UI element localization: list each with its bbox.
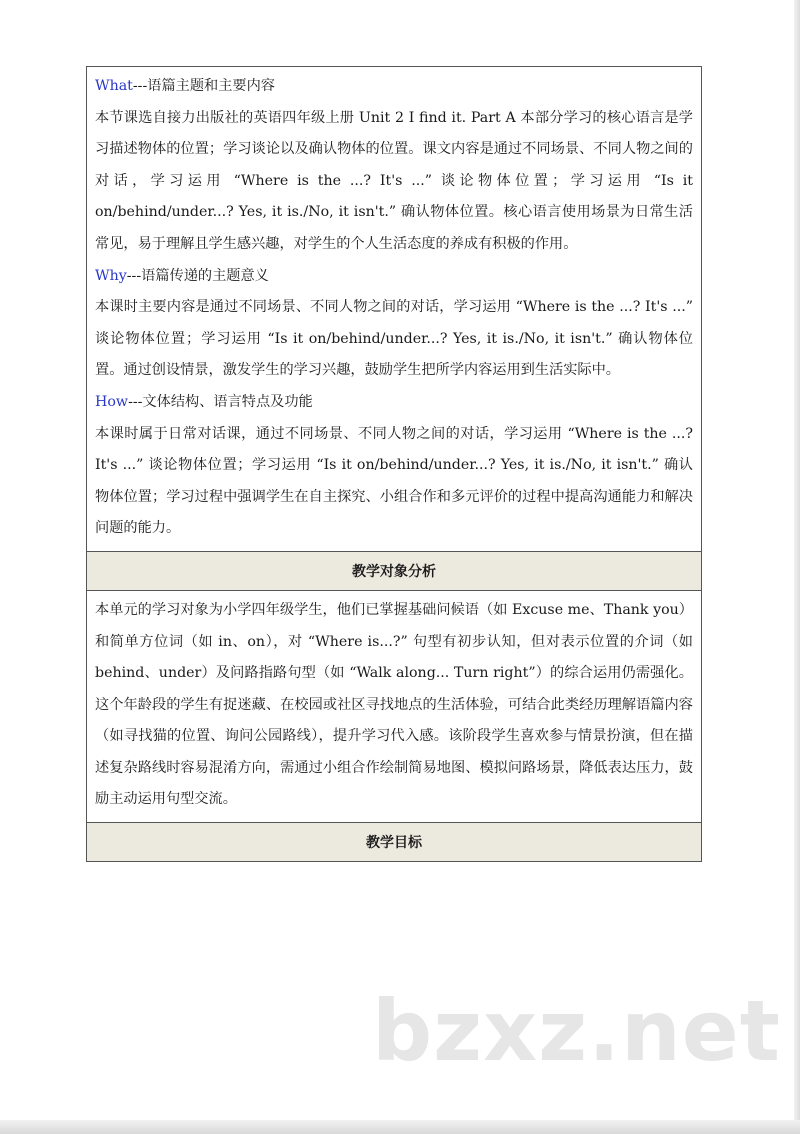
how-title: ---文体结构、语言特点及功能 bbox=[128, 393, 313, 410]
why-keyword: Why bbox=[95, 267, 127, 284]
page-edge bbox=[794, 0, 800, 1134]
learners-header-row bbox=[87, 551, 702, 590]
what-body: 本节课选自接力出版社的英语四年级上册 Unit 2 I find it. Part A 本部分学习的核心语言是学习描述物体的位置；学习谈论以及确认物体的位置。课文内容是通过不同场景、不同人物之间的对话，学习运用 “Where is the ...? It's ...” 谈论物体位置；学习运用 “Is it on/behind/under...? Yes, it is./No, it isn't.” 确认物体位置。核心语言使用场景为日常生活常见，易于理解且学生感兴趣，对学生的个人生活态度的养成有积极的作用。 bbox=[95, 109, 693, 252]
what-title: ---语篇主题和主要内容 bbox=[132, 78, 275, 94]
learners-header: 教学对象分析 bbox=[87, 551, 702, 590]
text-analysis-cell bbox=[87, 67, 702, 552]
why-body: 本课时主要内容是通过不同场景、不同人物之间的对话，学习运用 “Where is the ...? It's ...” 谈论物体位置；学习运用 “Is it on/behind/under...? Yes, it is./No, it isn't.” 确认物体位置。通过创设情景，激发学生的学习兴趣，鼓励学生把所学内容运用到生活实际中。 bbox=[95, 299, 693, 379]
text-analysis-row bbox=[87, 67, 702, 552]
learners-row bbox=[87, 590, 702, 822]
lesson-plan-table bbox=[86, 66, 702, 862]
how-body: 本课时属于日常对话课，通过不同场景、不同人物之间的对话，学习运用 “Where is the ...? It's ...” 谈论物体位置；学习运用 “Is it on/behind/under...? Yes, it is./No, it isn't.” 确认物体位置；学习过程中强调学生在自主探究、小组合作和多元评价的过程中提高沟通能力和解决问题的能力。 bbox=[95, 425, 693, 537]
how-heading bbox=[95, 387, 693, 419]
learners-cell bbox=[87, 590, 702, 822]
objectives-header-row bbox=[87, 823, 702, 862]
watermark: bzxz.net bbox=[372, 982, 781, 1080]
why-title: ---语篇传递的主题意义 bbox=[126, 267, 269, 284]
what-heading bbox=[95, 71, 693, 103]
objectives-header: 教学目标 bbox=[87, 823, 702, 862]
page-bottom-edge bbox=[0, 1120, 800, 1134]
why-heading bbox=[95, 261, 693, 293]
what-keyword: What bbox=[95, 78, 133, 94]
how-keyword: How bbox=[95, 393, 129, 410]
learners-body: 本单元的学习对象为小学四年级学生，他们已掌握基础问候语（如 Excuse me、Thank you）和简单方位词（如 in、on），对 “Where is...?” 句型有初步认知，但对表示位置的介词（如 behind、under）及问路指路句型（如 “Walk along... Turn right”）的综合运用仍需强化。这个年龄段的学生有捉迷藏、在校园或社区寻找地点的生活体验，可结合此类经历理解语篇内容（如寻找猫的位置、询问公园路线），提升学习代入感。该阶段学生喜欢参与情景扮演，但在描述复杂路线时容易混淆方向，需通过小组合作绘制简易地图、模拟问路场景，降低表达压力，鼓励主动运用句型交流。 bbox=[95, 601, 693, 808]
